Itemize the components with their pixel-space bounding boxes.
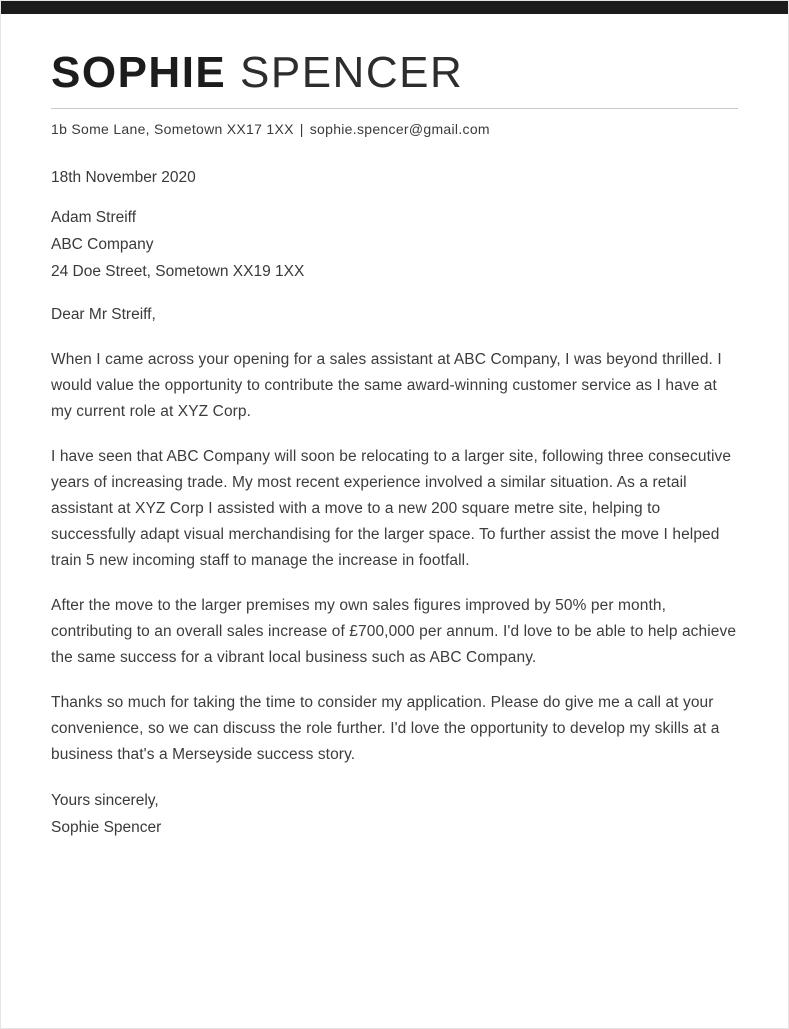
body-paragraph: Thanks so much for taking the time to consider my application. Please do give me a call at your convenience, so we can discuss the role further. I'd love the opportunity to develop my skills at a business that's a Merseyside success story.	[51, 694, 720, 764]
recipient-address: 24 Doe Street, Sometown XX19 1XX	[51, 263, 305, 281]
body-paragraph: I have seen that ABC Company will soon be relocating to a larger site, following three consecutive years of increasing trade. My most recent experience involved a similar situation. As a retail assistant at XYZ Corp I assisted with a move to a new 200 square metre site, helping to successfully adapt visual merchandising for the larger space. To further assist the move I helped train 5 new incoming staff to manage the increase in footfall.	[51, 448, 732, 570]
header-divider	[51, 108, 738, 109]
page-title	[51, 50, 738, 96]
closing-line: Yours sincerely,	[51, 792, 159, 810]
contact-line	[51, 121, 738, 137]
letter-content	[1, 14, 788, 841]
contact-address: 1b Some Lane, Sometown XX17 1XX	[51, 121, 294, 138]
body-paragraph: When I came across your opening for a sales assistant at ABC Company, I was beyond thrilled. I would value the opportunity to contribute the same award-winning customer service as I have at my current role at XYZ Corp.	[51, 351, 722, 421]
letter-header	[51, 50, 738, 137]
letter-date: 18th November 2020	[51, 169, 196, 187]
contact-email: sophie.spencer@gmail.com	[309, 121, 490, 138]
contact-separator: |	[299, 121, 304, 138]
first-name: SOPHIE	[51, 48, 227, 97]
recipient-block	[51, 204, 738, 285]
recipient-company: ABC Company	[51, 236, 154, 254]
last-name: SPENCER	[240, 48, 464, 97]
salutation: Dear Mr Streiff,	[51, 306, 156, 324]
recipient-name: Adam Streiff	[51, 209, 137, 227]
signature-name: Sophie Spencer	[51, 819, 162, 837]
body-paragraph: After the move to the larger premises my own sales figures improved by 50% per month, contributing to an overall sales increase of £700,000 per annum. I'd love to be able to help achieve the same success for a vibrant local business such as ABC Company.	[51, 597, 737, 667]
top-accent-bar	[1, 1, 788, 14]
